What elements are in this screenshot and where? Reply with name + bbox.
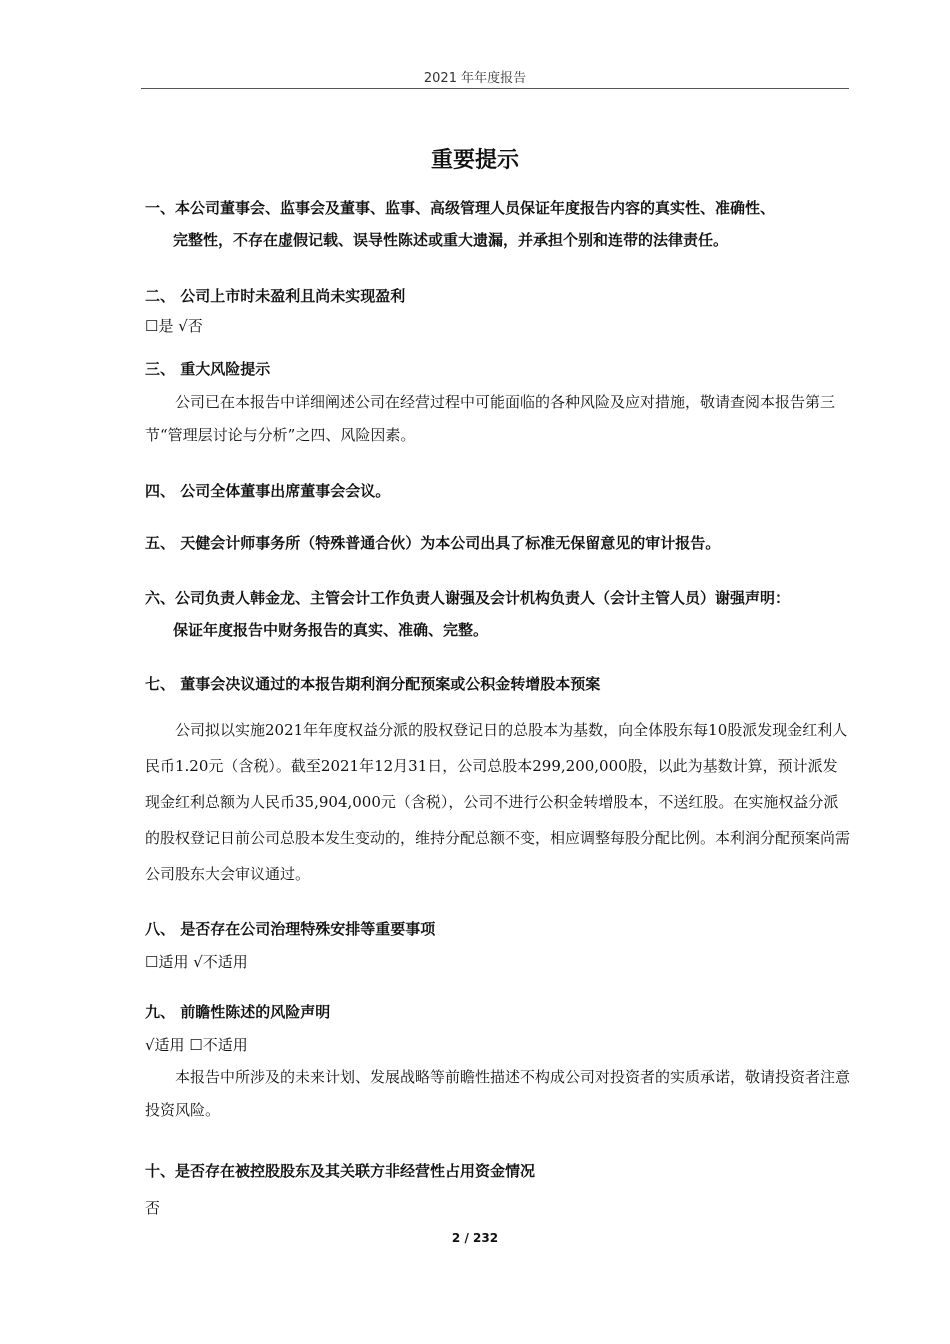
section-6-line1: 六、公司负责人韩金龙、主管会计工作负责人谢强及会计机构负责人（会计主管人员）谢强声明：	[145, 589, 791, 607]
section-8-heading: 八、 是否存在公司治理特殊安排等重要事项	[145, 920, 436, 938]
section-8-checkboxes: ☐适用 √不适用	[145, 953, 248, 971]
section-2-heading: 二、 公司上市时未盈利且尚未实现盈利	[145, 287, 406, 305]
section-3-heading: 三、 重大风险提示	[145, 360, 271, 378]
section-10-heading: 十、是否存在被控股股东及其关联方非经营性占用资金情况	[145, 1162, 536, 1180]
section-1-line2: 完整性，不存在虚假记载、误导性陈述或重大遗漏，并承担个别和连带的法律责任。	[173, 231, 729, 249]
running-header: 2021 年年度报告	[423, 71, 527, 86]
section-9-heading: 九、 前瞻性陈述的风险声明	[145, 1003, 331, 1021]
section-5-heading: 五、 天健会计师事务所（特殊普通合伙）为本公司出具了标准无保留意见的审计报告。	[145, 534, 721, 552]
section-6	[145, 582, 850, 646]
section-1-line1: 一、本公司董事会、监事会及董事、监事、高级管理人员保证年度报告内容的真实性、准确性、	[145, 199, 776, 217]
section-7-body: 公司拟以实施2021年年度权益分派的股权登记日的总股本为基数，向全体股东每10股派发现金红利人民币1.20元（含税）。截至2021年12月31日，公司总股本299,200,000股，以此为基数计算，预计派发现金红利总额为人民币35,904,000元（含税），公司不进行公积金转增股本，不送红股。在实施权益分派的股权登记日前公司总股本发生变动的，维持分配总额不变，相应调整每股分配比例。本利润分配预案尚需公司股东大会审议通过。	[145, 721, 851, 883]
section-1	[145, 192, 850, 256]
section-7-heading: 七、 董事会决议通过的本报告期利润分配预案或公积金转增股本预案	[145, 675, 601, 693]
section-10-answer: 否	[145, 1199, 161, 1217]
header-divider	[141, 88, 849, 89]
page-title: 重要提示	[430, 148, 519, 173]
section-9-body: 本报告中所涉及的未来计划、发展战略等前瞻性描述不构成公司对投资者的实质承诺，敬请投资者注意投资风险。	[145, 1068, 851, 1119]
section-9-checkboxes: √适用 ☐不适用	[145, 1036, 248, 1054]
section-3-body: 公司已在本报告中详细阐述公司在经营过程中可能面临的各种风险及应对措施，敬请查阅本报告第三节“管理层讨论与分析”之四、风险因素。	[145, 393, 836, 444]
section-6-line2: 保证年度报告中财务报告的真实、准确、完整。	[173, 621, 489, 639]
page-number: 2 / 232	[451, 1231, 499, 1245]
section-2-checkboxes: ☐是 √否	[145, 317, 203, 335]
section-4-heading: 四、 公司全体董事出席董事会会议。	[145, 482, 391, 500]
